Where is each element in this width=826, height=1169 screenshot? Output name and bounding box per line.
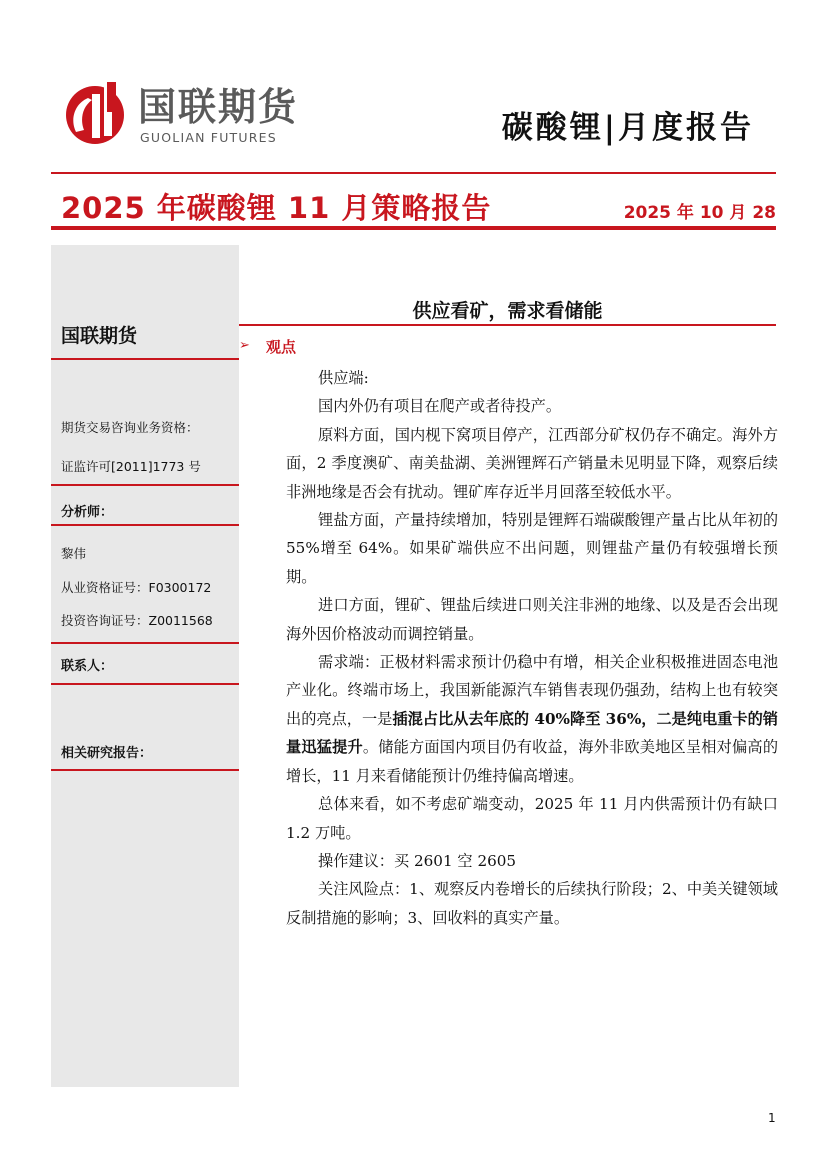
paragraph-supply-heading: 供应端:: [318, 369, 369, 387]
paragraph-supply-projects: 国内外仍有项目在爬产或者待投产。: [318, 397, 561, 416]
view-label: 观点: [266, 338, 297, 356]
license-label: 期货交易咨询业务资格：: [61, 420, 199, 435]
title-band: [51, 172, 776, 230]
sidebar-divider: [51, 484, 239, 486]
analyst-name: 黎伟: [61, 546, 87, 561]
sidebar: [51, 245, 239, 1087]
sidebar-divider: [51, 683, 239, 685]
paragraph-risks: 关注风险点：1、观察反内卷增长的后续执行阶段；2、中美关键领域反制措施的影响；3、回收料的真实产量。: [286, 880, 778, 927]
paragraph-trade-suggestion: 操作建议：买 2601 空 2605: [318, 851, 517, 870]
analyst-label: 分析师：: [61, 505, 114, 520]
paragraph-demand: [286, 648, 778, 790]
analyst-consult-cert: 投资咨询证号：Z0011568: [61, 613, 213, 628]
report-body: [286, 364, 778, 932]
demand-text-start: 需求端：正极材料需求预计仍稳中有增，相关企业积极推进固态电池产业化。终端市场上，我国新能源汽车销售表现仍强劲，结构上也有较突出的亮点，一是: [286, 653, 778, 728]
page-number: 1: [768, 1111, 776, 1125]
report-date: 2025 年 10 月 28: [623, 203, 776, 223]
logo-english-name: GUOLIAN FUTURES: [140, 130, 277, 145]
contact-label: 联系人：: [61, 659, 114, 674]
license-number: 证监许可[2011]1773 号: [61, 459, 201, 474]
title-bottom-rule: [51, 226, 776, 230]
logo-emblem-icon: [62, 80, 128, 146]
document-type: 碳酸锂|月度报告: [501, 110, 754, 146]
logo-chinese-name: 国联期货: [138, 85, 299, 129]
company-logo: [62, 80, 322, 150]
paragraph-lithium-salt: 锂盐方面，产量持续增加，特别是锂辉石端碳酸锂产量占比从年初的 55%增至 64%。如果矿端供应不出问题，则锂盐产量仍有较强增长预期。: [286, 511, 778, 586]
paragraph-raw-material: 原料方面，国内枧下窝项目停产，江西部分矿权仍存不确定。海外方面，2 季度澳矿、南美盐湖、美洲锂辉石产销量未见明显下降，观察后续非洲地缘是否会有扰动。锂矿库存近半月回落至较低水平。: [286, 425, 778, 501]
sidebar-company: 国联期货: [61, 325, 138, 347]
sidebar-divider: [51, 524, 239, 526]
demand-text-end: 。储能方面国内项目仍有收益，海外非欧美地区呈相对偏高的增长，11 月来看储能预计仍维持偏高增速。: [286, 738, 779, 785]
report-title: 2025 年碳酸锂 11 月策略报告: [61, 191, 492, 225]
paragraph-imports: 进口方面，锂矿、锂盐后续进口则关注非洲的地缘、以及是否会出现海外因价格波动而调控销量。: [286, 596, 778, 643]
sidebar-divider: [51, 642, 239, 644]
section-heading: 供应看矿，需求看储能: [412, 300, 603, 322]
arrow-bullet-icon: ➢: [239, 338, 250, 353]
sidebar-divider: [51, 358, 239, 360]
related-reports-label: 相关研究报告：: [61, 746, 153, 761]
title-top-rule: [51, 172, 776, 174]
demand-highlight: 插混占比从去年底的 40%降至 36%，二是纯电重卡的销量迅猛提升: [286, 709, 778, 757]
analyst-qualification: 从业资格证号：F0300172: [61, 580, 212, 595]
paragraph-overall: 总体来看，如不考虑矿端变动，2025 年 11 月内供需预计仍有缺口 1.2 万吨。: [286, 795, 778, 842]
sidebar-divider: [51, 769, 239, 771]
section-heading-rule: [239, 324, 776, 326]
